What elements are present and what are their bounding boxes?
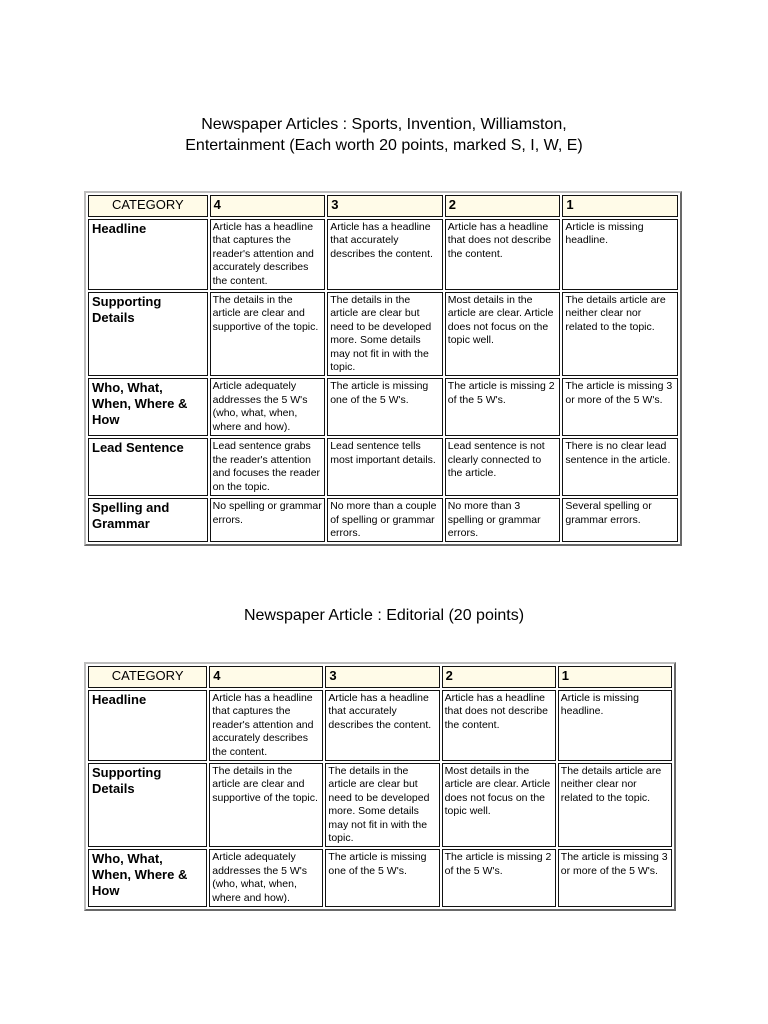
rubric-cell: Article has a headline that accurately describes the content. (327, 219, 443, 290)
row-category: Lead Sentence (88, 438, 208, 496)
row-category: Headline (88, 219, 208, 290)
row-category: Supporting Details (88, 292, 208, 376)
rubric-cell: The article is missing one of the 5 W's. (327, 378, 443, 436)
section2-title (0, 605, 768, 626)
table-row (88, 219, 678, 290)
rubric-cell: The details in the article are clear and supportive of the topic. (210, 292, 326, 376)
rubric-cell: Lead sentence tells most important details. (327, 438, 443, 496)
rubric-cell: Article is missing headline. (562, 219, 678, 290)
header-score-4: 4 (210, 195, 326, 217)
header-score-2: 2 (442, 666, 556, 688)
rubric-cell: The details article are neither clear nor related to the topic. (558, 763, 672, 847)
table-header-row (88, 666, 672, 688)
header-score-1: 1 (558, 666, 672, 688)
rubric-table-1 (84, 191, 682, 546)
header-score-1: 1 (562, 195, 678, 217)
table-row (88, 498, 678, 542)
rubric-cell: Article has a headline that does not describe the content. (442, 690, 556, 761)
row-category: Who, What, When, Where & How (88, 849, 207, 907)
header-score-4: 4 (209, 666, 323, 688)
rubric-cell: Most details in the article are clear. Article does not focus on the topic well. (442, 763, 556, 847)
rubric-cell: The article is missing 3 or more of the 5 W's. (562, 378, 678, 436)
rubric-cell: Article is missing headline. (558, 690, 672, 761)
row-category: Who, What, When, Where & How (88, 378, 208, 436)
table-header-row (88, 195, 678, 217)
rubric-cell: Article has a headline that captures the reader's attention and accurately describes the content. (210, 219, 326, 290)
rubric-cell: Most details in the article are clear. Article does not focus on the topic well. (445, 292, 561, 376)
rubric-cell: Several spelling or grammar errors. (562, 498, 678, 542)
table-row (88, 378, 678, 436)
rubric-cell: No more than a couple of spelling or grammar errors. (327, 498, 443, 542)
table-row (88, 438, 678, 496)
header-score-3: 3 (325, 666, 439, 688)
rubric-cell: The article is missing 3 or more of the 5 W's. (558, 849, 672, 907)
table-row (88, 849, 672, 907)
rubric-table-2-body (88, 666, 672, 907)
rubric-cell: There is no clear lead sentence in the article. (562, 438, 678, 496)
section1-title-line2: Entertainment (Each worth 20 points, marked S, I, W, E) (185, 137, 583, 154)
rubric-cell: Article adequately addresses the 5 W's (who, what, when, where and how). (210, 378, 326, 436)
rubric-cell: The details article are neither clear nor related to the topic. (562, 292, 678, 376)
header-category: CATEGORY (88, 195, 208, 217)
rubric-cell: No spelling or grammar errors. (210, 498, 326, 542)
row-category: Headline (88, 690, 207, 761)
row-category: Spelling and Grammar (88, 498, 208, 542)
rubric-cell: The details in the article are clear but need to be developed more. Some details may not fit in with the topic. (327, 292, 443, 376)
rubric-cell: Article has a headline that accurately describes the content. (325, 690, 439, 761)
table-row (88, 763, 672, 847)
rubric-table-2 (84, 662, 676, 911)
section2-title-line: Newspaper Article : Editorial (20 points) (243, 607, 525, 624)
rubric-cell: Article adequately addresses the 5 W's (who, what, when, where and how). (209, 849, 323, 907)
rubric-cell: The details in the article are clear but need to be developed more. Some details may not fit in with the topic. (325, 763, 439, 847)
rubric-cell: The article is missing one of the 5 W's. (325, 849, 439, 907)
rubric-cell: Article has a headline that captures the reader's attention and accurately describes the content. (209, 690, 323, 761)
section1-title (0, 114, 768, 156)
rubric-cell: Lead sentence grabs the reader's attention and focuses the reader on the topic. (210, 438, 326, 496)
row-category: Supporting Details (88, 763, 207, 847)
rubric-cell: The details in the article are clear and supportive of the topic. (209, 763, 323, 847)
rubric-table-1-body (88, 195, 678, 542)
table-row (88, 292, 678, 376)
rubric-cell: Article has a headline that does not describe the content. (445, 219, 561, 290)
table-row (88, 690, 672, 761)
rubric-cell: Lead sentence is not clearly connected to the article. (445, 438, 561, 496)
header-score-3: 3 (327, 195, 443, 217)
header-category: CATEGORY (88, 666, 207, 688)
header-score-2: 2 (445, 195, 561, 217)
section1-title-line1: Newspaper Articles : Sports, Invention, Williamston, (201, 116, 567, 133)
rubric-cell: The article is missing 2 of the 5 W's. (445, 378, 561, 436)
rubric-cell: The article is missing 2 of the 5 W's. (442, 849, 556, 907)
rubric-cell: No more than 3 spelling or grammar errors. (445, 498, 561, 542)
